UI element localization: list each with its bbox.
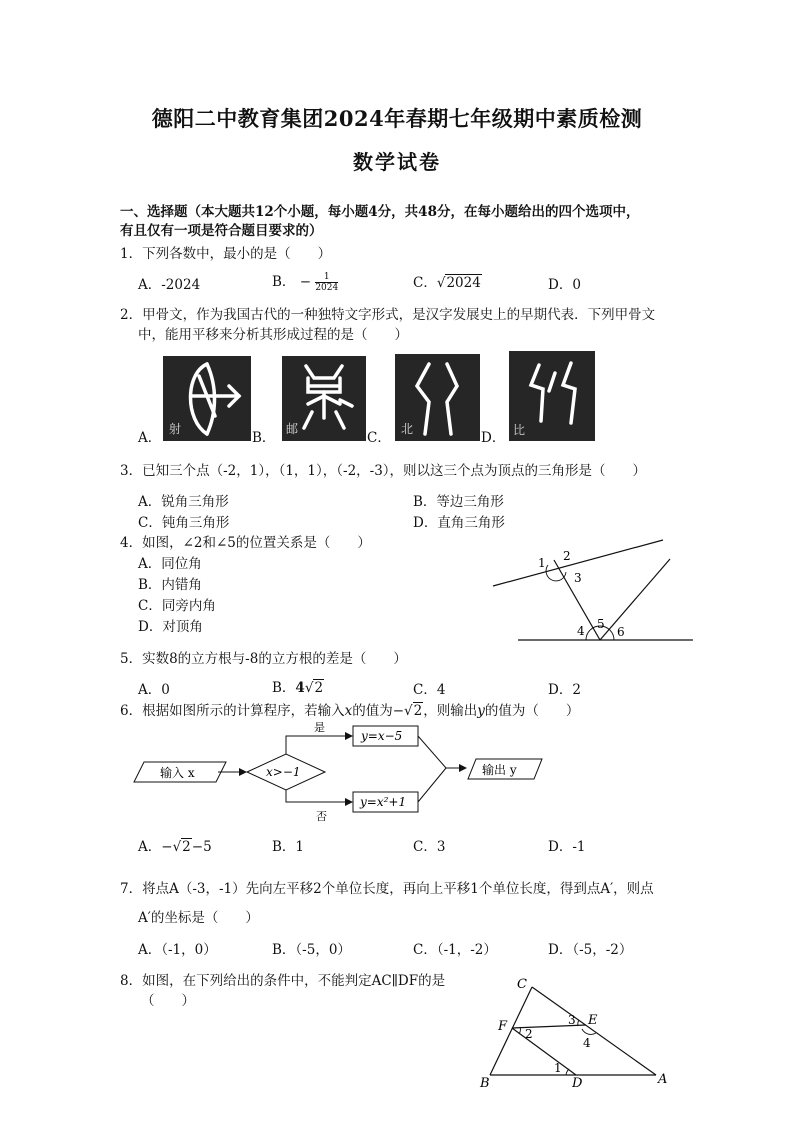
- q6-option-a: A．−√2−5: [138, 839, 212, 855]
- q4-option-a: A．同位角: [138, 556, 202, 572]
- q8-angle-label-1: 1: [554, 1061, 562, 1075]
- q6-option-b: B．1: [272, 839, 305, 855]
- q8-point-E: E: [588, 1013, 598, 1028]
- q4-option-c: C．同旁内角: [138, 598, 216, 614]
- q6-stem-x: x: [344, 703, 353, 719]
- q8-point-C: C: [517, 977, 527, 992]
- q8-point-F: F: [498, 1019, 508, 1034]
- q1-option-a: A．-2024: [138, 277, 201, 293]
- oracle-glyph-she-caption: 射: [169, 422, 182, 436]
- q2-option-c-label: C．: [367, 430, 391, 446]
- q5-stem: 5．实数8的立方根与-8的立方根的差是（ ）: [120, 651, 407, 667]
- q7-stem-line2: A′的坐标是（ ）: [138, 910, 259, 926]
- q8-paren: （ ）: [141, 993, 195, 1009]
- q6-stem-radicand: 2: [413, 703, 423, 719]
- q1-option-c: C．√2024: [413, 275, 481, 291]
- oracle-glyph-you-caption: 邮: [286, 422, 299, 436]
- oracle-glyph-bei-caption: 北: [401, 422, 414, 436]
- q8-angle-arc-4: [582, 1029, 596, 1034]
- oracle-glyph-bi-caption: 比: [513, 423, 526, 437]
- q6-option-a-label: A．: [138, 839, 162, 855]
- q1-option-d: D．0: [548, 277, 581, 293]
- oracle-glyph-you-image: [282, 356, 366, 441]
- flow-arrow-no: [286, 790, 352, 802]
- q7-option-a: A．（-1，0）: [138, 942, 217, 958]
- q6-option-a-pre: −: [161, 839, 173, 855]
- q6-stem-pre: 6．根据如图所示的计算程序，若输入: [120, 703, 345, 719]
- q6-stem-val: −: [392, 703, 405, 719]
- flow-condition-label: x>−1: [266, 765, 301, 779]
- q4-angle-figure: [488, 532, 698, 647]
- q3-option-d: D．直角三角形: [413, 515, 505, 531]
- section-heading-line1: 一、选择题（本大题共12个小题，每小题4分，共48分，在每小题给出的四个选项中，: [120, 204, 640, 220]
- q5-option-a: A．0: [138, 682, 170, 698]
- flow-output-label: 输出 y: [482, 763, 517, 777]
- q4-stem: 4．如图，∠2和∠5的位置关系是（ ）: [120, 535, 371, 551]
- q4-angle-label-2: 2: [563, 549, 571, 563]
- flow-no-label: 否: [316, 810, 327, 823]
- q5-option-b-label: B．: [272, 680, 296, 696]
- q7-stem-line1: 7．将点A（-3，-1）先向左平移2个单位长度，再向上平移1个单位长度，得到点A′，则点: [120, 881, 654, 897]
- q5-option-b-coef: 4: [295, 680, 305, 696]
- q8-angle-arc-1: [566, 1069, 569, 1075]
- q7-option-c: C．（-1，-2）: [413, 942, 497, 958]
- exam-title: 德阳二中教育集团2024年春期七年级期中素质检测: [151, 106, 643, 131]
- flow-yes-box-label: y=x−5: [361, 729, 403, 743]
- q4-angle-label-1: 1: [538, 556, 546, 570]
- q6-stem: 6．根据如图所示的计算程序，若输入x的值为−√2，则输出y的值为（ ）: [120, 703, 580, 719]
- oracle-glyph-she-image: [163, 356, 251, 441]
- q8-point-B: B: [480, 1076, 490, 1091]
- q8-angle-label-4: 4: [583, 1036, 591, 1050]
- exam-subtitle: 数学试卷: [353, 150, 441, 174]
- q2-stem-line1: 2．甲骨文，作为我国古代的一种独特文字形式，是汉字发展史上的早期代表．下列甲骨文: [120, 307, 656, 323]
- q1-option-b: B． − $\frac{1}{2024}$: [272, 272, 339, 293]
- q4-slanted-line: [600, 559, 670, 640]
- oracle-glyph-bi-image: [509, 351, 595, 441]
- q2-option-d-label: D．: [481, 430, 506, 446]
- q4-angle-label-6: 6: [617, 625, 625, 639]
- q1-option-c-label: C．: [413, 275, 437, 291]
- q1-option-b-label: B．: [272, 274, 296, 290]
- q8-point-A: A: [658, 1072, 668, 1087]
- flow-no-box-label: y=x²+1: [360, 795, 407, 809]
- q3-option-b: B．等边三角形: [413, 494, 504, 510]
- q1-frac-numerator: 1: [315, 272, 338, 283]
- q4-angle-label-5: 5: [597, 617, 605, 631]
- q4-angle-label-3: 3: [574, 571, 582, 585]
- q8-point-D: D: [572, 1076, 583, 1091]
- q1-option-c-radicand: 2024: [446, 275, 481, 291]
- q8-segment-FD: [512, 1028, 576, 1075]
- q8-triangle-figure: [476, 975, 676, 1090]
- flow-input-label: 输入 x: [160, 766, 195, 780]
- q4-option-d: D．对顶角: [138, 619, 203, 635]
- oracle-glyph-bei-image: [395, 354, 480, 441]
- q6-option-c: C．3: [413, 839, 446, 855]
- q6-option-a-post: −5: [191, 839, 212, 855]
- q6-stem-post: ，则输出: [423, 703, 478, 719]
- flow-merge-bottom: [418, 768, 446, 802]
- q5-option-b-radicand: 2: [314, 680, 324, 696]
- flow-arrow-yes: [286, 736, 352, 754]
- q3-stem: 3．已知三个点（-2，1），（1，1），（-2，-3），则以这三个点为顶点的三角形是（ ）: [120, 463, 647, 479]
- q6-stem-mid: 的值为: [352, 703, 393, 719]
- q1-frac-denominator: 2024: [315, 283, 339, 293]
- q4-option-b: B．内错角: [138, 577, 202, 593]
- flow-merge-top: [418, 736, 446, 768]
- q6-stem-y: y: [477, 703, 485, 719]
- section-heading-line2: 有且仅有一项是符合题目要求的）: [120, 223, 323, 239]
- flow-yes-label: 是: [314, 721, 325, 734]
- q8-angle-label-2: 2: [525, 1027, 533, 1041]
- q6-stem-end: 的值为（ ）: [484, 703, 580, 719]
- q1-stem: 1．下列各数中，最小的是（ ）: [120, 246, 332, 262]
- q8-angle-label-3: 3: [568, 1013, 576, 1027]
- q5-option-c: C．4: [413, 682, 446, 698]
- q7-option-b: B．（-5，0）: [272, 942, 351, 958]
- q6-option-a-radicand: 2: [182, 839, 191, 855]
- q6-flowchart: [130, 718, 550, 828]
- q8-stem: 8．如图，在下列给出的条件中，不能判定AC∥DF的是: [120, 973, 446, 989]
- q3-option-a: A．锐角三角形: [138, 494, 229, 510]
- q8-segment-CA: [532, 987, 656, 1075]
- q3-option-c: C．钝角三角形: [138, 515, 230, 531]
- q1-option-b-fraction: [315, 272, 338, 293]
- q6-option-d: D．-1: [548, 839, 586, 855]
- q2-option-a-label: A．: [138, 430, 162, 446]
- q5-option-d: D．2: [548, 682, 581, 698]
- q7-option-d: D．（-5，-2）: [548, 942, 633, 958]
- q2-option-b-label: B．: [252, 430, 276, 446]
- q5-option-b: B．4√2: [272, 680, 324, 696]
- q4-angle-label-4: 4: [577, 624, 585, 638]
- q2-stem-line2: 中，能用平移来分析其形成过程的是（ ）: [138, 327, 408, 343]
